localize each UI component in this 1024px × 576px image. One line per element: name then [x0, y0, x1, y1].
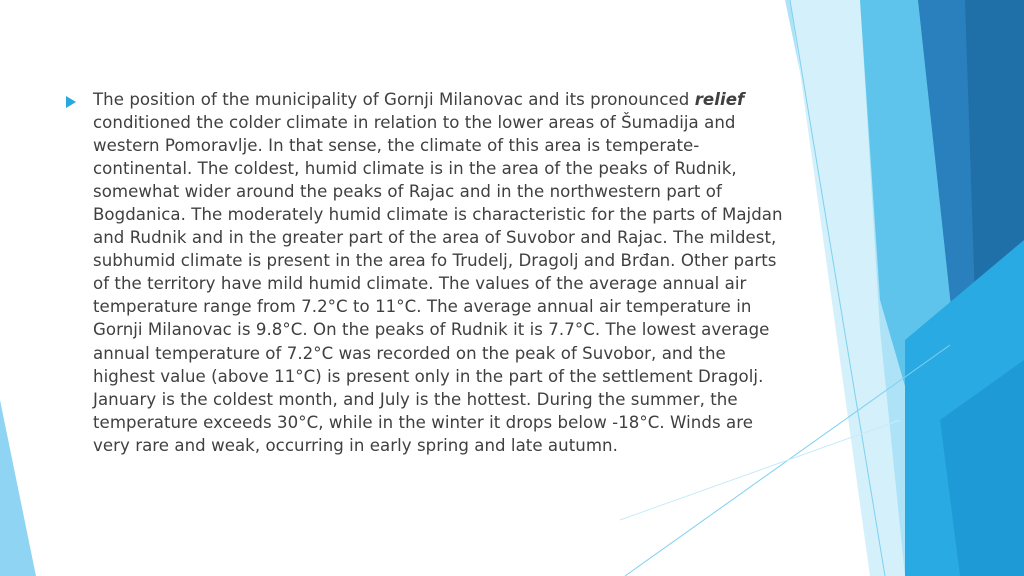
- bullet-item: [66, 88, 783, 457]
- triangle-right-bullet-icon: [66, 96, 76, 108]
- paragraph-text-rest: conditioned the colder climate in relation to the lower areas of Šumadija and western Pomoravlje. In that sense, the climate of this area is temperate-continental. The coldest, humid climate is in the area of the peaks of Rudnik, somewhat wider around the peaks of Rajac and in the northwestern part of Bogdanica. The moderately humid climate is characteristic for the parts of Majdan and Rudnik and in the greater part of the area of Suvobor and Rajac. The mildest, subhumid climate is present in the area fo Trudelj, Dragolj and Brđan. Other parts of the territory have mild humid climate. The values of the average annual air temperature range from 7.2°C to 11°C. The average annual air temperature in Gornji Milanovac is 9.8°C. On the peaks of Rudnik it is 7.7°C. The lowest average annual temperature of 7.2°C was recorded on the peak of Suvobor, and the highest value (above 11°C) is present only in the part of the settlement Dragolj. January is the coldest month, and July is the hottest. During the summer, the temperature exceeds 30°C, while in the winter it drops below -18°C. Winds are very rare and weak, occurring in early spring and late autumn.: [93, 113, 783, 455]
- emphasized-word: relief: [694, 90, 745, 109]
- left-edge-shape: [0, 400, 36, 576]
- body-paragraph: [93, 88, 783, 457]
- paragraph-text-start: The position of the municipality of Gornji Milanovac and its pronounced: [93, 90, 695, 109]
